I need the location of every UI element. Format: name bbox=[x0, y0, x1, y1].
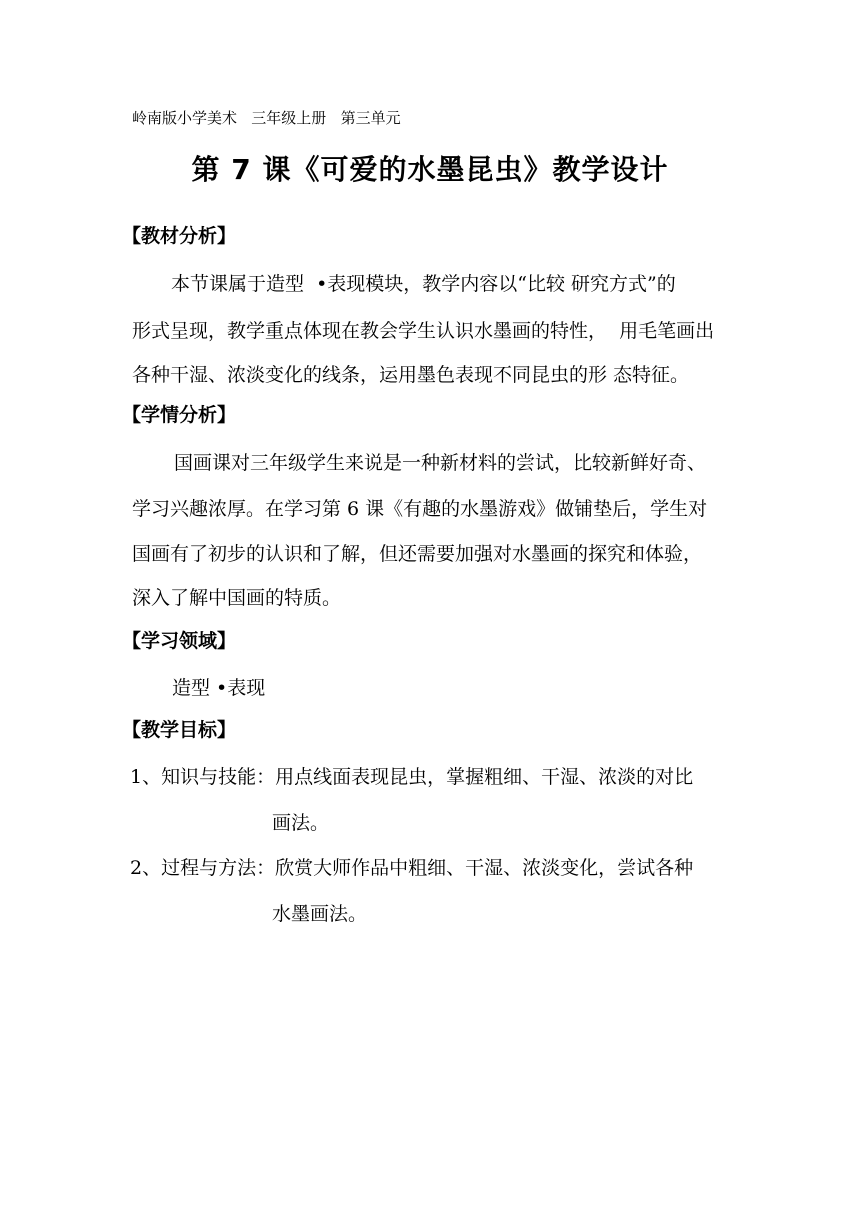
paragraph-line: 学习兴趣浓厚。在学习第 6 课《有趣的水墨游戏》做铺垫后，学生对 bbox=[132, 498, 708, 520]
section-heading-student-analysis: 【学情分析】 bbox=[122, 404, 237, 426]
goal-item-line: 2、过程与方法：欣赏大师作品中粗细、干湿、浓淡变化，尝试各种 bbox=[130, 857, 694, 879]
paragraph-line: 形式呈现，教学重点体现在教会学生认识水墨画的特性， 用毛笔画出 bbox=[132, 320, 715, 342]
document-header: 岭南版小学美术 三年级上册 第三单元 bbox=[132, 109, 401, 127]
section-heading-teaching-goals: 【教学目标】 bbox=[122, 719, 237, 741]
paragraph-line: 国画课对三年级学生来说是一种新材料的尝试，比较新鲜好奇、 bbox=[174, 452, 707, 474]
paragraph-line: 造型 •表现 bbox=[172, 677, 266, 699]
paragraph-line: 各种干湿、浓淡变化的线条，运用墨色表现不同昆虫的形 态特征。 bbox=[132, 364, 690, 386]
goal-item-line: 1、知识与技能：用点线面表现昆虫，掌握粗细、干湿、浓淡的对比 bbox=[130, 766, 694, 788]
section-heading-material-analysis: 【教材分析】 bbox=[122, 225, 237, 247]
paragraph-line: 国画有了初步的认识和了解，但还需要加强对水墨画的探究和体验， bbox=[132, 543, 703, 565]
paragraph-line: 本节课属于造型 •表现模块，教学内容以“比较 研究方式”的 bbox=[171, 273, 676, 295]
goal-item-continuation: 画法。 bbox=[272, 812, 330, 834]
paragraph-line: 深入了解中国画的特质。 bbox=[132, 587, 342, 609]
goal-item-continuation: 水墨画法。 bbox=[272, 903, 368, 925]
page-title: 第 7 课《可爱的水墨昆虫》教学设计 bbox=[191, 153, 669, 186]
section-heading-learning-domain: 【学习领域】 bbox=[122, 630, 237, 652]
